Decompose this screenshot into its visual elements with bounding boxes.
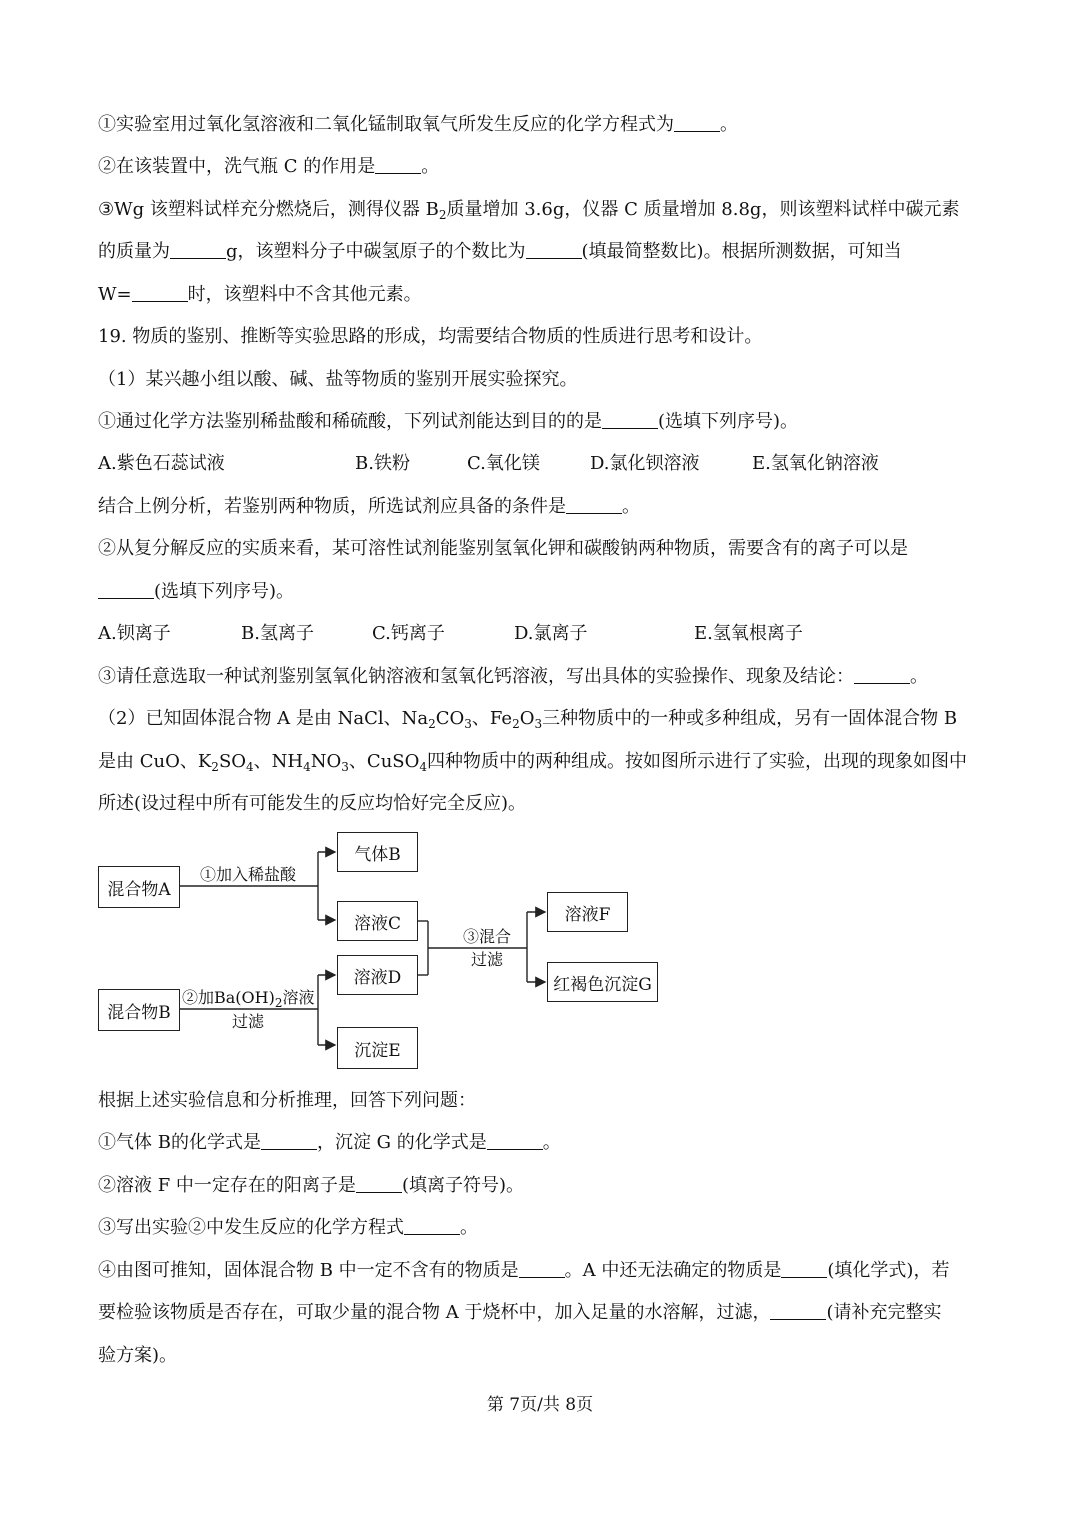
- step-3-filter-label: 过滤: [471, 950, 504, 969]
- answer-blank[interactable]: [261, 1131, 317, 1150]
- subscript: 3: [534, 717, 543, 731]
- option-b: B.氢离子: [241, 623, 314, 644]
- subscript: 3: [464, 717, 472, 731]
- option-c: C.氧化镁: [467, 453, 540, 474]
- text: （2）已知固体混合物 A 是由 NaCl、Na: [98, 708, 429, 729]
- box-precipitate-e: 沉淀E: [337, 1027, 418, 1069]
- box-mixture-b: 混合物B: [98, 989, 180, 1031]
- text: NO: [310, 751, 342, 772]
- text: 。A 中还无法确定的物质是: [564, 1260, 782, 1281]
- text: g，该塑料分子中碳氢原子的个数比为: [226, 241, 526, 262]
- text: 。: [910, 666, 928, 687]
- text: 溶液: [282, 988, 315, 1007]
- answer-blank[interactable]: [487, 1131, 543, 1150]
- text: ①实验室用过氧化氢溶液和二氧化锰制取氧气所发生反应的化学方程式为: [98, 114, 674, 135]
- subscript: 2: [274, 996, 283, 1010]
- text: W=: [98, 284, 132, 305]
- text: 结合上例分析，若鉴别两种物质，所选试剂应具备的条件是: [98, 496, 566, 517]
- subscript: 4: [246, 760, 254, 774]
- text: 。: [460, 1217, 478, 1238]
- text: 时，该塑料中不含其他元素。: [187, 284, 422, 305]
- subscript: 2: [428, 717, 436, 731]
- step-2-filter-label: 过滤: [232, 1012, 265, 1031]
- box-precipitate-g: 红褐色沉淀G: [547, 962, 658, 1002]
- option-b: B.铁粉: [355, 453, 410, 474]
- q19-part2-line3: 所述(设过程中所有可能发生的反应均恰好完全反应)。: [98, 793, 527, 814]
- text: (填最简整数比)。根据所测数据，可知当: [581, 241, 902, 262]
- text: 。: [622, 496, 640, 517]
- text: ④由图可推知，固体混合物 B 中一定不含有的物质是: [98, 1260, 519, 1281]
- step-1-label: ①加入稀盐酸: [200, 865, 297, 884]
- text: (选填下列序号)。: [658, 411, 799, 432]
- subscript: 3: [341, 760, 349, 774]
- text: 三种物质中的一种或多种组成，另有一固体混合物 B: [542, 708, 958, 729]
- text: 。: [720, 114, 738, 135]
- text: 。: [542, 1132, 561, 1153]
- questions-intro: 根据上述实验信息和分析推理，回答下列问题：: [98, 1090, 476, 1111]
- text: ③写出实验②中发生反应的化学方程式: [98, 1217, 404, 1238]
- box-gas-b: 气体B: [337, 832, 418, 872]
- question-1: [98, 1131, 561, 1155]
- text: ①气体 B的化学式是: [98, 1132, 261, 1153]
- option-d: D.氯化钡溶液: [590, 453, 700, 474]
- box-solution-d: 溶液D: [337, 955, 418, 995]
- answer-blank[interactable]: [519, 1259, 565, 1278]
- text: CO: [435, 708, 465, 729]
- text: 的质量为: [98, 241, 170, 262]
- subscript: 4: [303, 760, 311, 774]
- answer-blank[interactable]: [770, 1301, 826, 1320]
- text: 要检验该物质是否存在，可取少量的混合物 A 于烧杯中，加入足量的水溶解，过滤，: [98, 1302, 771, 1323]
- text: 、NH: [253, 751, 304, 772]
- subscript: 2: [211, 760, 219, 774]
- option-c: C.钙离子: [372, 623, 445, 644]
- q19-part1-q2: ②从复分解反应的实质来看，某可溶性试剂能鉴别氢氧化钾和碳酸钠两种物质，需要含有的离子可以是: [98, 538, 908, 559]
- q19-part1-intro: （1）某兴趣小组以酸、碱、盐等物质的鉴别开展实验探究。: [98, 369, 578, 390]
- text: ③Wg 该塑料试样充分燃烧后，测得仪器 B: [98, 199, 439, 220]
- text: ①通过化学方法鉴别稀盐酸和稀硫酸，下列试剂能达到目的的是: [98, 411, 602, 432]
- text: 四种物质中的两种组成。按如图所示进行了实验，出现的现象如图中: [427, 751, 968, 772]
- option-a: A.钡离子: [98, 623, 171, 644]
- text: 、CuSO: [348, 751, 420, 772]
- option-e: E.氢氧化钠溶液: [752, 453, 879, 474]
- text: ②溶液 F 中一定存在的阳离子是: [98, 1175, 356, 1196]
- text: (填离子符号)。: [401, 1175, 524, 1196]
- subscript: 4: [419, 760, 428, 774]
- text: (选填下列序号)。: [154, 581, 295, 602]
- answer-blank[interactable]: [356, 1174, 402, 1193]
- question-4: [98, 1259, 949, 1283]
- text: 。: [421, 156, 440, 177]
- question-3: [98, 1216, 478, 1240]
- text: 质量增加 3.6g，仪器 C 质量增加 8.8g，则该塑料试样中碳元素: [446, 199, 960, 220]
- text: 、Fe: [471, 708, 513, 729]
- subscript: 2: [512, 717, 520, 731]
- text: ，沉淀 G 的化学式是: [316, 1132, 487, 1153]
- option-d: D.氯离子: [514, 623, 588, 644]
- q19-stem: 19. 物质的鉴别、推断等实验思路的形成，均需要结合物质的性质进行思考和设计。: [98, 326, 763, 347]
- box-solution-c: 溶液C: [337, 901, 418, 941]
- step-2-label: [182, 988, 315, 1008]
- text: O: [519, 708, 535, 729]
- text: (填化学式)，若: [827, 1260, 950, 1281]
- answer-blank[interactable]: [781, 1259, 827, 1278]
- subscript: 2: [438, 208, 447, 222]
- text: (请补充完整实: [826, 1302, 942, 1323]
- question-4-cont: [98, 1301, 941, 1325]
- question-4-end: 验方案)。: [98, 1345, 178, 1366]
- text: SO: [218, 751, 247, 772]
- text: ②在该装置中，洗气瓶 C 的作用是: [98, 156, 376, 177]
- box-mixture-a: 混合物A: [98, 866, 180, 908]
- text: 是由 CuO、K: [98, 751, 212, 772]
- box-solution-f: 溶液F: [547, 892, 628, 932]
- question-2: [98, 1174, 524, 1198]
- option-e: E.氢氧根离子: [694, 623, 803, 644]
- text: ②加Ba(OH): [182, 988, 275, 1007]
- page-number: 第 7页/共 8页: [486, 1395, 594, 1415]
- answer-blank[interactable]: [404, 1216, 460, 1235]
- option-a: A.紫色石蕊试液: [98, 453, 225, 474]
- step-3-label: ③混合: [463, 927, 512, 946]
- text: ③请任意选取一种试剂鉴别氢氧化钠溶液和氢氧化钙溶液，写出具体的实验操作、现象及结论：: [98, 666, 854, 687]
